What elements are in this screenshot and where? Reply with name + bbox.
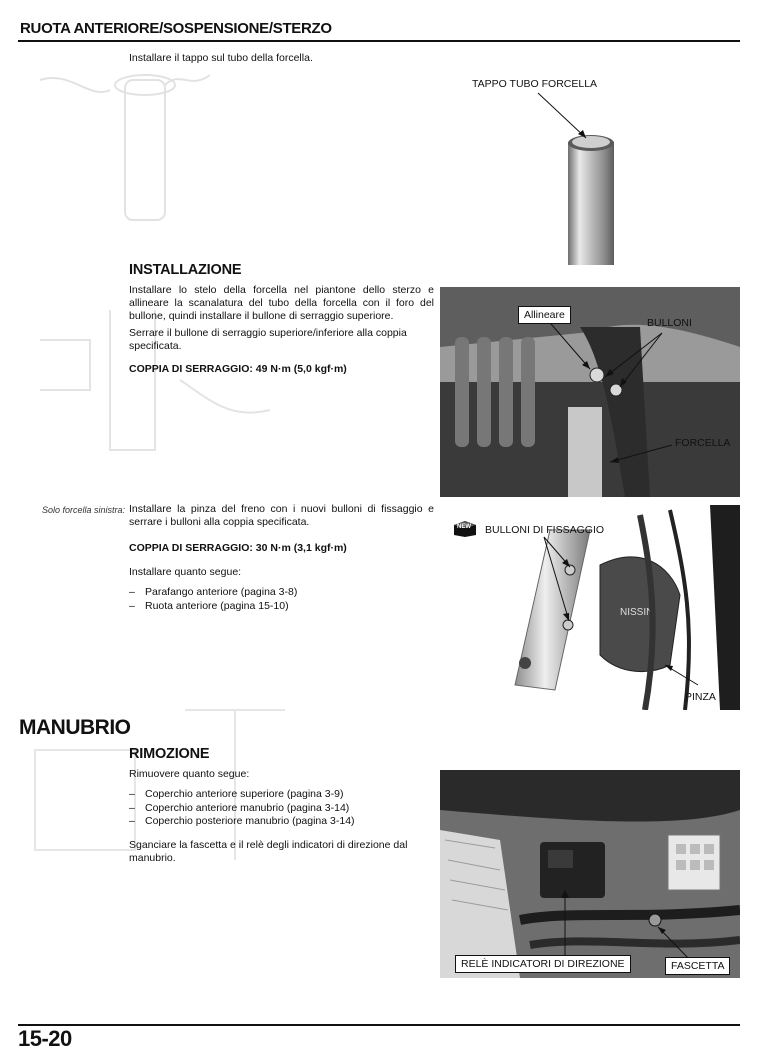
caliper-figure <box>440 505 740 710</box>
caliper-install-body: Installare la pinza del freno con i nuovi bulloni di fissaggio e serrare i bulloni alla coppia specificata. <box>129 503 434 528</box>
label-allineare: Allineare <box>518 306 571 324</box>
turn-signal-relay-photo <box>440 770 740 978</box>
new-part-badge <box>452 518 478 538</box>
label-rele-indicatori-di-direzione: RELÈ INDICATORI DI DIREZIONE <box>455 955 631 973</box>
header-rule <box>18 40 740 42</box>
bleed-through-figure <box>30 60 220 240</box>
remove-following-intro: Rimuovere quanto segue: <box>129 768 250 780</box>
side-note-solo-forcella-sinistra: Solo forcella sinistra: <box>41 505 125 515</box>
running-header: RUOTA ANTERIORE/SOSPENSIONE/STERZO <box>20 20 332 37</box>
chapter-heading-manubrio: MANUBRIO <box>19 716 131 739</box>
label-bulloni: BULLONI <box>647 317 692 329</box>
installazione-body: Installare lo stelo della forcella nel piantone dello sterzo e allineare la scanalatura del tubo della forcella con il foro del bullone, quindi installare il bullone di serraggio superiore. <box>129 284 434 322</box>
install-following-intro: Installare quanto segue: <box>129 566 242 578</box>
new-badge-text: NEW <box>457 524 471 530</box>
release-clip-relay-body: Sganciare la fascetta e il relè degli indicatori di direzione dal manubrio. <box>129 839 408 864</box>
page-number: 15-20 <box>18 1026 72 1051</box>
install-following-list <box>129 586 429 613</box>
torque-spec-30: COPPIA DI SERRAGGIO: 30 N·m (3,1 kgf·m) <box>129 542 347 554</box>
list-item: – Coperchio anteriore manubrio (pagina 3-14) <box>129 802 429 816</box>
step-install-cap: Installare il tappo sul tubo della forcella. <box>129 52 313 64</box>
fork-cap-illustration <box>440 60 740 265</box>
bleed-through-svg-2 <box>30 300 280 470</box>
torque-spec-49: COPPIA DI SERRAGGIO: 49 N·m (5,0 kgf·m) <box>129 363 347 375</box>
fork-cap-figure <box>440 60 740 265</box>
label-tappo-tubo-forcella: TAPPO TUBO FORCELLA <box>472 78 598 90</box>
bleed-through-figure-2 <box>30 300 280 470</box>
section-heading-rimozione: RIMOZIONE <box>129 746 210 762</box>
label-forcella: FORCELLA <box>675 437 731 449</box>
list-item: – Coperchio posteriore manubrio (pagina 3-14) <box>129 815 429 829</box>
caliper-brand-mark: NISSIN <box>620 607 654 618</box>
installazione-body-2: Serrare il bullone di serraggio superiore/inferiore alla coppia specificata. <box>129 327 407 352</box>
relay-illustration <box>440 770 740 978</box>
bleed-through-svg <box>30 60 220 240</box>
fork-bolts-photo <box>440 287 740 497</box>
list-item: – Coperchio anteriore superiore (pagina 3-9) <box>129 788 429 802</box>
remove-following-list <box>129 788 429 829</box>
section-heading-installazione: INSTALLAZIONE <box>129 262 242 278</box>
new-box-icon <box>452 518 478 538</box>
label-bulloni-di-fissaggio: BULLONI DI FISSAGGIO <box>485 524 605 536</box>
list-item: – Ruota anteriore (pagina 15-10) <box>129 600 429 614</box>
footer-rule <box>18 1024 740 1026</box>
list-item: – Parafango anteriore (pagina 3-8) <box>129 586 429 600</box>
label-pinza: PINZA <box>685 691 716 703</box>
fork-bolts-illustration <box>440 287 740 497</box>
label-fascetta: FASCETTA <box>665 957 730 975</box>
